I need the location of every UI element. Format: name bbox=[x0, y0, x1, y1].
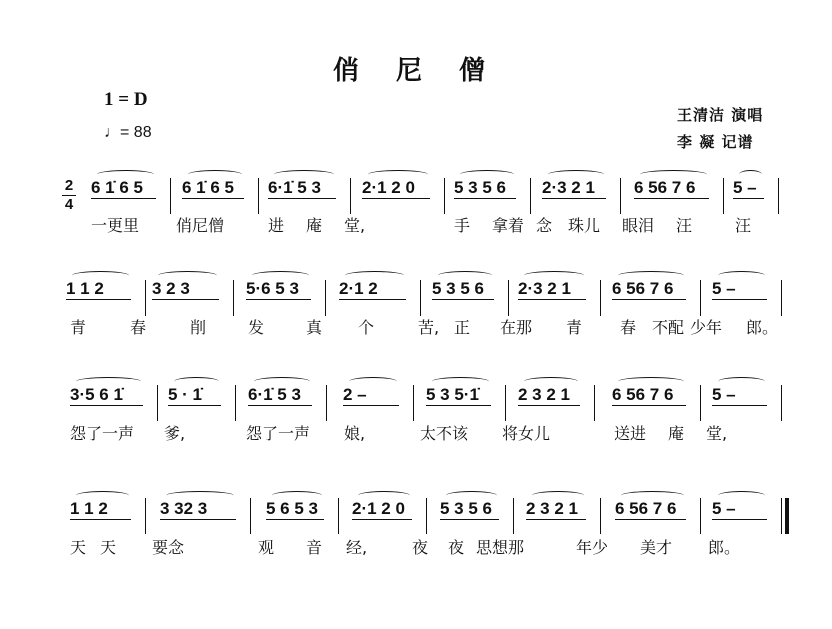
barline bbox=[781, 280, 782, 316]
beam-underline bbox=[526, 519, 586, 520]
lyric-syllable: 俏尼僧 bbox=[176, 216, 225, 235]
lyric-syllable: 手 bbox=[454, 216, 471, 235]
beam-underline bbox=[66, 299, 131, 300]
measure-notes: 5 – bbox=[733, 178, 757, 197]
slur bbox=[718, 491, 765, 500]
measure-notes: 6·1̇ 5 3 bbox=[248, 385, 301, 404]
barline bbox=[700, 385, 701, 421]
measure-notes: 6 56 7 6 bbox=[615, 499, 677, 518]
beam-underline bbox=[542, 198, 606, 199]
lyric-syllable: 削 bbox=[190, 318, 207, 337]
barline bbox=[600, 498, 601, 534]
lyric-syllable: 郎。 bbox=[708, 538, 741, 557]
barline bbox=[235, 385, 236, 421]
beam-underline bbox=[168, 405, 221, 406]
slur bbox=[739, 170, 762, 179]
barline bbox=[594, 385, 595, 421]
slur bbox=[254, 377, 310, 386]
lyric-syllable: 汪 bbox=[735, 216, 752, 235]
lyric-syllable: 思想那 bbox=[476, 538, 525, 557]
slur bbox=[618, 271, 684, 280]
lyric-syllable: 怨了一声 bbox=[246, 424, 311, 443]
measure-notes: 1 1 2 bbox=[70, 499, 108, 518]
lyric-syllable: 天 bbox=[100, 538, 117, 557]
barline bbox=[145, 498, 146, 534]
beam-underline bbox=[712, 519, 767, 520]
slur bbox=[621, 491, 684, 500]
lyric-syllable: 念 bbox=[536, 216, 553, 235]
lyric-syllable: 拿着 bbox=[492, 216, 525, 235]
barline bbox=[600, 280, 601, 316]
beam-underline bbox=[712, 405, 767, 406]
measure-notes: 5 – bbox=[712, 385, 736, 404]
lyric-syllable: 春 bbox=[130, 318, 147, 337]
barline bbox=[170, 178, 171, 214]
tempo-marking: ♩= 88 bbox=[104, 124, 152, 141]
measure-notes: 5 3 5 6 bbox=[454, 178, 506, 197]
barline bbox=[413, 385, 414, 421]
measure-notes: 2·1 2 0 bbox=[362, 178, 415, 197]
beam-underline bbox=[432, 299, 494, 300]
slur bbox=[438, 271, 492, 280]
beam-underline bbox=[362, 198, 430, 199]
beam-underline bbox=[352, 519, 412, 520]
slur bbox=[432, 377, 489, 386]
slur bbox=[640, 170, 707, 179]
singer-credit: 王清洁 演唱 bbox=[677, 106, 764, 124]
lyric-syllable: 少年 bbox=[690, 318, 723, 337]
barline bbox=[233, 280, 234, 316]
lyric-syllable: 汪 bbox=[676, 216, 693, 235]
lyric-syllable: 堂, bbox=[706, 424, 728, 443]
barline bbox=[250, 498, 251, 534]
lyric-syllable: 怨了一声 bbox=[70, 424, 135, 443]
beam-underline bbox=[612, 405, 686, 406]
key-signature: 1 = D bbox=[104, 89, 148, 110]
barline bbox=[258, 178, 259, 214]
slur bbox=[76, 491, 129, 500]
beam-underline bbox=[612, 299, 686, 300]
lyric-syllable: 个 bbox=[358, 318, 375, 337]
lyric-syllable: 不配 bbox=[652, 318, 685, 337]
lyric-syllable: 一更里 bbox=[91, 216, 140, 235]
lyric-syllable: 正 bbox=[454, 318, 471, 337]
lyric-syllable: 真 bbox=[306, 318, 323, 337]
lyric-syllable: 观 bbox=[258, 538, 275, 557]
barline bbox=[723, 178, 724, 214]
slur bbox=[188, 170, 242, 179]
measure-notes: 2 – bbox=[343, 385, 367, 404]
lyric-syllable: 堂, bbox=[344, 216, 366, 235]
lyric-syllable: 发 bbox=[248, 318, 265, 337]
lyric-syllable: 眼泪 bbox=[622, 216, 655, 235]
song-title: 俏 尼 僧 bbox=[332, 56, 500, 86]
beam-underline bbox=[712, 299, 767, 300]
measure-notes: 3 32 3 bbox=[160, 499, 208, 518]
measure-notes: 5 – bbox=[712, 499, 736, 518]
barline bbox=[426, 498, 427, 534]
lyric-syllable: 夜 bbox=[412, 538, 429, 557]
slur bbox=[524, 271, 584, 280]
lyric-syllable: 珠儿 bbox=[568, 216, 601, 235]
slur bbox=[358, 491, 410, 500]
measure-notes: 6 56 7 6 bbox=[634, 178, 696, 197]
barline bbox=[350, 178, 351, 214]
lyric-syllable: 娘, bbox=[344, 424, 366, 443]
beam-underline bbox=[182, 198, 244, 199]
measure-notes: 5 · 1̇ bbox=[168, 385, 203, 404]
lyric-syllable: 庵 bbox=[306, 216, 323, 235]
barline bbox=[513, 498, 514, 534]
barline bbox=[326, 385, 327, 421]
measure-notes: 6·1̇ 5 3 bbox=[268, 178, 321, 197]
barline bbox=[700, 280, 701, 316]
slur bbox=[618, 377, 684, 386]
slur bbox=[158, 271, 217, 280]
measure-notes: 2·1 2 0 bbox=[352, 499, 405, 518]
measure-notes: 2·3 2 1 bbox=[542, 178, 595, 197]
measure-notes: 6 1̇ 6 5 bbox=[182, 178, 234, 197]
beam-underline bbox=[248, 405, 312, 406]
barline bbox=[778, 178, 779, 214]
beam-underline bbox=[266, 519, 324, 520]
lyric-syllable: 年少 bbox=[576, 538, 609, 557]
lyric-syllable: 美才 bbox=[640, 538, 673, 557]
slur bbox=[72, 271, 129, 280]
measure-notes: 3·5 6 1̇ bbox=[70, 385, 123, 404]
slur bbox=[446, 491, 497, 500]
measure-notes: 2·3 2 1 bbox=[518, 279, 571, 298]
slur bbox=[349, 377, 397, 386]
lyric-syllable: 夜 bbox=[448, 538, 465, 557]
barline bbox=[781, 385, 782, 421]
measure-notes: 3 2 3 bbox=[152, 279, 190, 298]
beam-underline bbox=[343, 405, 399, 406]
measure-notes: 5 6 5 3 bbox=[266, 499, 318, 518]
slur bbox=[718, 271, 765, 280]
beam-underline bbox=[634, 198, 709, 199]
barline bbox=[505, 385, 506, 421]
beam-underline bbox=[160, 519, 236, 520]
lyric-syllable: 爹, bbox=[164, 424, 186, 443]
time-signature-top: 2 bbox=[64, 177, 74, 194]
lyric-syllable: 苦, bbox=[418, 318, 440, 337]
time-signature-bottom: 4 bbox=[64, 196, 74, 213]
beam-underline bbox=[615, 519, 686, 520]
slur bbox=[252, 271, 309, 280]
beam-underline bbox=[246, 299, 311, 300]
barline bbox=[444, 178, 445, 214]
slur bbox=[548, 170, 604, 179]
lyric-syllable: 将女儿 bbox=[502, 424, 551, 443]
lyric-syllable: 太不该 bbox=[420, 424, 469, 443]
measure-notes: 5 – bbox=[712, 279, 736, 298]
transcriber-credit: 李 凝 记谱 bbox=[677, 133, 754, 151]
barline bbox=[420, 280, 421, 316]
measure-notes: 2 3 2 1 bbox=[518, 385, 570, 404]
beam-underline bbox=[426, 405, 491, 406]
lyric-syllable: 在那 bbox=[500, 318, 533, 337]
beam-underline bbox=[339, 299, 406, 300]
slur bbox=[524, 377, 578, 386]
final-barline bbox=[781, 498, 789, 534]
slur bbox=[368, 170, 428, 179]
measure-notes: 6 56 7 6 bbox=[612, 279, 674, 298]
beam-underline bbox=[733, 198, 764, 199]
lyric-syllable: 天 bbox=[70, 538, 87, 557]
beam-underline bbox=[518, 299, 586, 300]
lyric-syllable: 进 bbox=[268, 216, 285, 235]
barline bbox=[157, 385, 158, 421]
slur bbox=[274, 170, 334, 179]
slur bbox=[97, 170, 154, 179]
barline bbox=[700, 498, 701, 534]
measure-notes: 2 3 2 1 bbox=[526, 499, 578, 518]
barline bbox=[145, 280, 146, 316]
beam-underline bbox=[440, 519, 499, 520]
lyric-syllable: 送进 bbox=[614, 424, 647, 443]
beam-underline bbox=[70, 519, 131, 520]
measure-notes: 6 56 7 6 bbox=[612, 385, 674, 404]
beam-underline bbox=[268, 198, 336, 199]
measure-notes: 5 3 5 6 bbox=[440, 499, 492, 518]
measure-notes: 1 1 2 bbox=[66, 279, 104, 298]
lyric-syllable: 要念 bbox=[152, 538, 185, 557]
barline bbox=[508, 280, 509, 316]
slur bbox=[76, 377, 141, 386]
lyric-syllable: 经, bbox=[346, 538, 368, 557]
measure-notes: 5·6 5 3 bbox=[246, 279, 299, 298]
slur bbox=[345, 271, 404, 280]
slur bbox=[718, 377, 765, 386]
slur bbox=[166, 491, 234, 500]
slur bbox=[174, 377, 219, 386]
lyric-syllable: 青 bbox=[70, 318, 87, 337]
barline bbox=[325, 280, 326, 316]
beam-underline bbox=[454, 198, 516, 199]
beam-underline bbox=[152, 299, 219, 300]
measure-notes: 5 3 5·1̇ bbox=[426, 385, 479, 404]
beam-underline bbox=[91, 198, 156, 199]
slur bbox=[532, 491, 584, 500]
lyric-syllable: 庵 bbox=[668, 424, 685, 443]
barline bbox=[620, 178, 621, 214]
measure-notes: 2·1 2 bbox=[339, 279, 378, 298]
barline bbox=[338, 498, 339, 534]
lyric-syllable: 春 bbox=[620, 318, 637, 337]
slur bbox=[272, 491, 322, 500]
measure-notes: 5 3 5 6 bbox=[432, 279, 484, 298]
lyric-syllable: 青 bbox=[566, 318, 583, 337]
beam-underline bbox=[70, 405, 143, 406]
barline bbox=[530, 178, 531, 214]
slur bbox=[460, 170, 514, 179]
beam-underline bbox=[518, 405, 580, 406]
lyric-syllable: 郎。 bbox=[746, 318, 779, 337]
lyric-syllable: 音 bbox=[306, 538, 323, 557]
measure-notes: 6 1̇ 6 5 bbox=[91, 178, 143, 197]
